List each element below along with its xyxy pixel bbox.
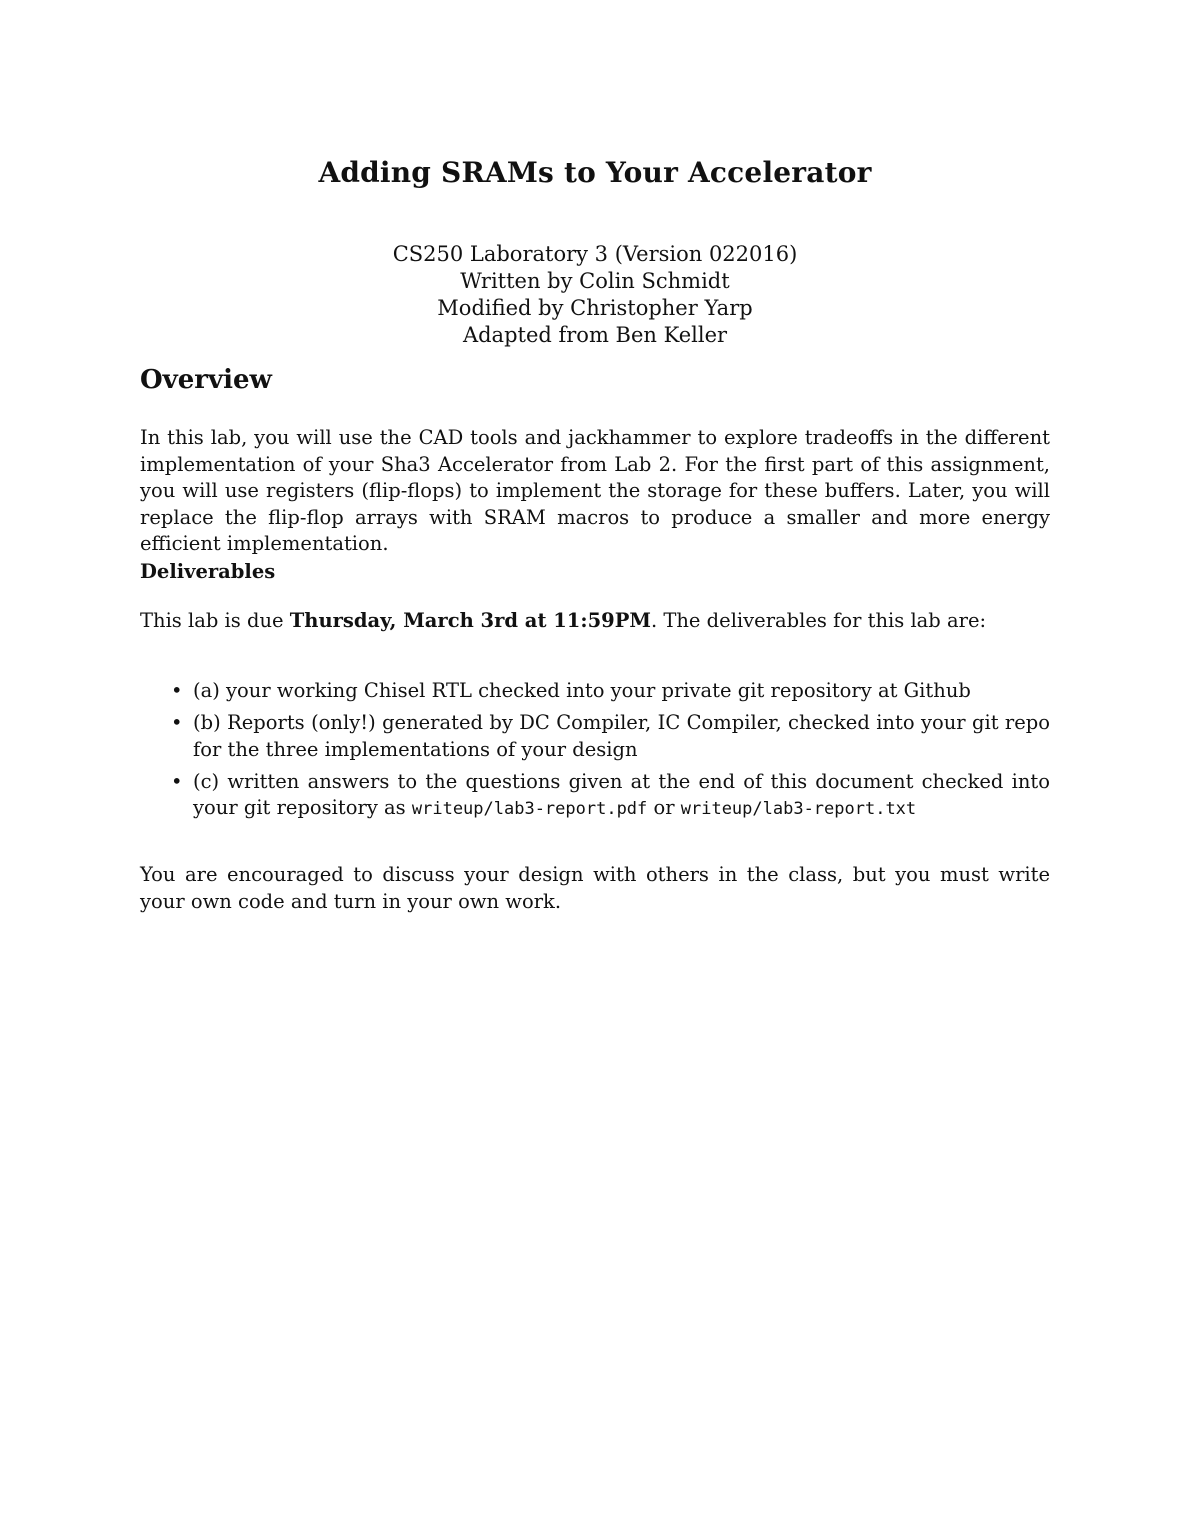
deliverable-a-text: (a) your working Chisel RTL checked into your private git repository at Github bbox=[193, 679, 971, 702]
byline-author: Written by Colin Schmidt bbox=[460, 269, 730, 293]
deliverable-c-or: or bbox=[647, 796, 681, 819]
report-pdf-filename: writeup/lab3-report.pdf bbox=[411, 799, 648, 819]
due-date: Thursday, March 3rd at 11:59PM bbox=[289, 609, 651, 632]
bullet-icon: • bbox=[171, 711, 183, 734]
bullet-icon: • bbox=[171, 679, 183, 702]
deliverable-c-text: (c) written answers to the questions given at the end of this document checked into your git repository as bbox=[193, 769, 1050, 819]
list-item bbox=[140, 769, 1050, 823]
due-suffix: . The deliverables for this lab are: bbox=[650, 609, 987, 632]
list-item bbox=[140, 710, 1050, 763]
bullet-icon: • bbox=[171, 769, 183, 793]
due-prefix: This lab is due bbox=[140, 609, 290, 632]
byline-block bbox=[0, 241, 1190, 349]
list-item bbox=[140, 678, 1050, 705]
deliverables-heading: Deliverables bbox=[140, 560, 276, 583]
report-txt-filename: writeup/lab3-report.txt bbox=[680, 799, 917, 819]
overview-heading: Overview bbox=[140, 365, 272, 395]
byline-modifier: Modified by Christopher Yarp bbox=[437, 296, 753, 320]
byline-course: CS250 Laboratory 3 (Version 022016) bbox=[392, 242, 798, 266]
deliverables-list bbox=[140, 678, 1050, 828]
closing-paragraph: You are encouraged to discuss your design with others in the class, but you must write your own code and turn in your own work. bbox=[140, 863, 1050, 913]
due-date-line bbox=[140, 608, 1050, 635]
overview-paragraph: In this lab, you will use the CAD tools and jackhammer to explore tradeoffs in the different implementation of your Sha3 Accelerator from Lab 2. For the first part of this assignment, you will use registers (flip-flops) to implement the storage for these buffers. Later, you will replace the flip-flop arrays with SRAM macros to produce a smaller and more energy efficient implementation. bbox=[140, 426, 1050, 555]
byline-source: Adapted from Ben Keller bbox=[462, 323, 728, 347]
document-title: Adding SRAMs to Your Accelerator bbox=[318, 156, 872, 189]
deliverable-b-text: (b) Reports (only!) generated by DC Compiler, IC Compiler, checked into your git repo for the three implementations of your design bbox=[193, 711, 1050, 761]
